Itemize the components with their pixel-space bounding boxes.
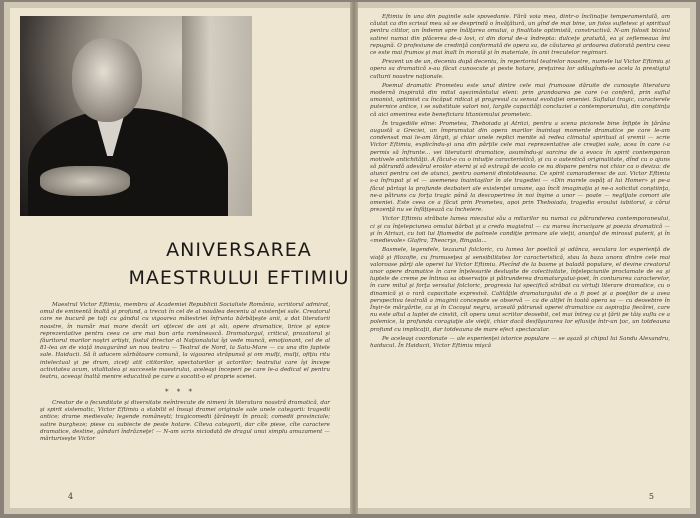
portrait-photo [20,16,252,216]
right-page-body [370,14,670,352]
paragraph: Eftimiu în una din paginile sale spovedanie. Fără voia mea, dintr-o înclinaţie temperamentală, am căutat ca din scrisul meu să se desprindă o învăţătură, un gînd de mai bine, un folos sufletesc şi spiritual pentru cititor, un îndemn spre înălţarea omului, o finalitate optimistă, constructivă. N-am folosit bicisul satirei numai din plăcerea de-a lovi, ci din dorul de-a îndrepta: dulceţe gratuită, ea şi zeflemeaua îmi repugnă. O profesiune de credinţă conformată de opera sa, de căutarea şi ardoarea datorată pentru ceea ce este mai frumos şi mai înalt în morală şi în materiale, în anii trecutelor regimuri. [370,14,670,57]
paragraph: Poemul dramatic Prometeu este unul dintre cele mai frumoase dăruite de cunoaşte literatura modernă inspirată din mitul aşezimântului eleni: prin grandoarea pe care i-o conferă, prin suflul umanist, optimist cu încăput ridicat şi progresul cu sensul evoluţiei omeniei. Suflului tragic, caracterele puternice antice, i se substituie valori noi, largile capacităţi concluziei a contemporanului, din conştiinţa că aici omenirea este beneficiara titanismului prometeic. [370,82,670,118]
paragraph: Basmele, legendele, tezaurul folcloric, cu lumea lor poetică şi adânca, seculara lor experienţă de viaţă şi filozofie, cu frumuseţea şi sensibilitatea lor caracteristică, stau la baza unora dintre cele mai valoroase părţi ale operei lui Victor Eftimiu. Plecînd de la basme şi baladă populare, el devine creatorul unor opere dramatice în care înţelesurile desluşite de colectivitate, înţelepciunile proclamate de ea şi luptele de creme pe întinsa sa observaţie şi pătrunderea dramaturgului-poet, în contururea caracterelor, în care mitul şi forţa versului folcloric, progresia lui specifică străbat cu virtuţi literare dramatice, cu o dinamică şi o rară capacitate expresivă. Calităţile dramaturgului de a fi poet şi a poeţilor de a avea perspectiva teatrală a imaginii concepute se observă — ca de altfel în toată opera sa — cu deosebire în Înşir-te mărgărite, ca şi în Cocoşul negru, urzeală pătrunsă operei dramatice ca aspiraţia fiecărei, care nu este altul a luptei de cinstit, cît opera unui scriitor deosebit, cel mai întreg ca şi ţării pe tăiş suflu ce a polemice, la profunda coragiaţie ale vieţii, chiar dacă desfăşurarea lor efluxiţe într-un ţoc, un totdeauna profund cu implicaţii, dar totdeauna de mare efect spectacular. [370,247,670,333]
intro-text: Maestrul Victor Eftimiu, membru al Academiei Republicii Socialiste România, scriitorul admirat, omul de eminentă înaltă şi profund, a trecut în cel de al nouălea deceniu al existenţei sale. Creatorul care ne bucură pe toţi cu gândul cu vigoarea măiestriei înfrunta bărbăţeşte anii, a dat literaturii noastre, în număr mai mare decât ori oţtecei de ani şi săi, opere dramatice, lirice şi epice reprezentative pentru ceea ce are mai bun arta românească. Dramaturgul, criticul, prozatorul şi făuritorul marilor noştri artişti, fostul director al Naţionalului îşi vede muncă, emoţionant, cel de al 81-lea an de viaţă inaugurând un nou teatru — Teatrul de Nord, la Satu-Mare — ca una din faptele sale. Haiducii. Să îi aducem sărbătoare comună, la vigoarea străpunsă şi om mulţi, mulţi, ofiţiu ritu intelectual şi pe drum, ziceţi atit cititorilor, spectatorilor şi actorilor; teatrului care îşi începe activitatea acum, vitalitatea şi succesele maestrului, aceleaşi începeri pe care le-a dedicat el pentru teatru, aceeaşi înaltă menire educativă pe care a socotit-o el proprie scenei. [40,302,330,381]
title-line-1: ANIVERSAREA [166,239,312,261]
page-number-right: 5 [648,492,654,501]
left-page [10,8,350,508]
title-line-2: MAESTRULUI EFTIMIU [128,267,350,289]
paragraph: Pe aceleaşi coordonate — ale experienţei istorice populare — se aşază şi chipul lui Sandu Alexandru, haiducul. În Haiducii, Victor Eftimiu mişcă [370,335,670,349]
intro-paragraph [40,302,330,381]
paragraph: În tragediile eline: Prometeu, Theboiada şi Atriizi, pentru a scena piciorele bine înfipte în ţărâna augustă a Greciei, un împrumutat din opera marilor înaintaşi momente dramatice pe care le-am condensat mai le-am lărgit, şi chiar unele replici menite să redea climatul spiritual al vremii — scrie Victor Eftimiu, explicîndu-şi una din părţile cele mai reprezentative ale creaţiei sale, acea în care i-a permis să înfrunte... vei literaturii dramatice, asumîndu-şi sarcina de a evoca în spirit contemporan motivele antichităţii. A făcut-o cu o intuiţie caracteristică, şi cu o autentică originalitate, dînd cu o ajuns să pătrundă adevărul eroilor eterni şi să extragă de acolo ce nu dispare pentru noi chiar ca o deviza: de atunci pentru cei de atunci, pentru oamenii dintotdeauna. Ce spirit camaraderesc de azi. Victor Eftimiu s-a înfrupat şi el — asemenea înaintaşilor în ale tragediei — «Din marele ospăţ al lui Homer» şi pe-a făcut părtaşi la profunde dezbateri ale existenţei umane, aşa încît imaginaţia şi ne-a solicitat conştiinţa, ne-a pătruns cu forţa tragic până la descoperirea în noi înşine a unor — poate — neglijate comori ale omeniei. Este ceea ce a făcut prin Prometeu, apoi prin Theboiada, tragedia eroului iubitorul, a cărui prezenţă nu se înfăţişează cu încheiere. [370,120,670,214]
right-page [358,8,690,508]
second-text: Creator de o fecunditate şi diversitate neîntrecute de nimeni în literatura noastră dramatică, dar şi spirit sistematic, Victor Eftimiu a stabilit el însuşi dramei originale sale unele categorii: tragedii antice; drame medievale; legende româneşti; tragicomedii ţărăneşti în proză; comedii provinciale; satire burgheze; piese cu subiecte de peste hotare. Cîteva categorii, dar cîte piese, cîte caractere dramatice, destine, gânduri îndrăzneţe! — N-am scris niciodată de dragul unui simplu amuzament — mărturiseşte Victor [40,400,330,443]
article-title [128,236,350,292]
page-number-left: 4 [68,492,74,501]
book-spread [4,2,696,514]
second-paragraph [40,400,330,443]
section-separator: * * * [165,388,195,396]
paragraph: Prezent un de un, deceniu după deceniu, în repertoriul teatrelor noastre, numele lui Victor Eftimiu şi opera sa dramatică s-au făcut cunoscute şi peste hotare, preţuirea lor adăugîndu-se acela la prestigiul culturii noastre naţionale. [370,59,670,80]
paragraph: Victor Eftimiu străbate lumea miezului său a miturilor nu numai ca pătrunderea contemporaneului, ci şi cu înţelepciunea omului bărbat şi a creda magistral — cu marea încrucişare şi poezia dramatică — şi în Atriuzi, cu toii lui Ifiamedoi de palmele condiţie primare ale vieţii, anunţul de mirosul puterii, şi în «medievale» Glafira, Theocrys, Ringala... [370,216,670,245]
book-gutter [350,2,358,514]
